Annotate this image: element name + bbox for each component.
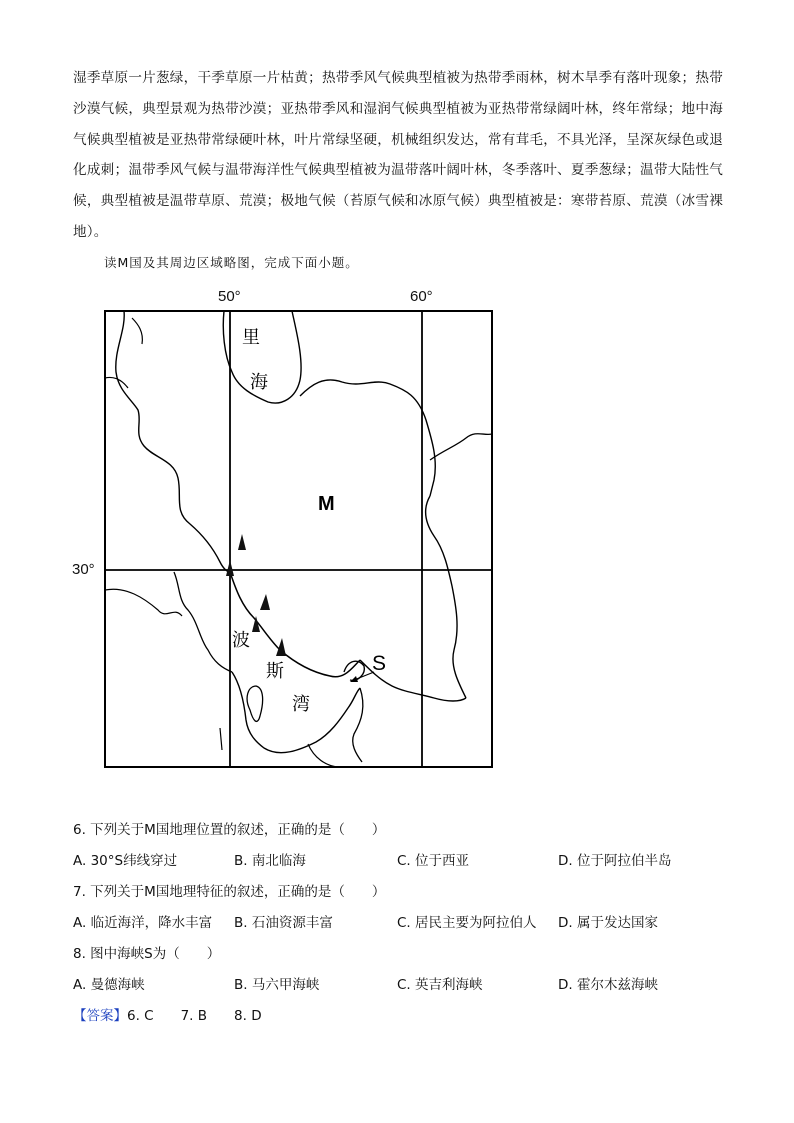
gulf-label-1: 波 (232, 630, 250, 651)
caspian-label-2: 海 (250, 372, 268, 393)
question-8-option-d[interactable]: D. 霍尔木兹海峡 (558, 977, 658, 993)
question-intro: 读M国及其周边区域略图，完成下面小题。 (104, 255, 359, 270)
question-6-stem: 6. 下列关于M国地理位置的叙述，正确的是（ ） (73, 822, 386, 838)
question-8-stem: 8. 图中海峡S为（ ） (73, 946, 221, 962)
answer-text: 6. C 7. B 8. D (127, 1008, 262, 1024)
country-label: M (318, 493, 335, 515)
answer-line (73, 1004, 262, 1024)
gulf-label-3: 湾 (292, 694, 310, 715)
question-7-option-d[interactable]: D. 属于发达国家 (558, 915, 658, 931)
question-7-option-c[interactable]: C. 居民主要为阿拉伯人 (397, 915, 537, 931)
answer-tag: 【答案】 (73, 1008, 127, 1024)
question-8-option-c[interactable]: C. 英吉利海峡 (397, 977, 483, 993)
question-8-option-a[interactable]: A. 曼德海峡 (73, 977, 145, 993)
question-6-option-d[interactable]: D. 位于阿拉伯半岛 (558, 853, 672, 869)
question-6-option-c[interactable]: C. 位于西亚 (397, 853, 470, 869)
longitude-label-60: 60° (410, 288, 433, 305)
question-6-option-b[interactable]: B. 南北临海 (234, 853, 306, 869)
latitude-label-30: 30° (72, 561, 95, 578)
question-7-option-a[interactable]: A. 临近海洋，降水丰富 (73, 915, 213, 931)
question-6-option-a[interactable]: A. 30°S纬线穿过 (73, 853, 178, 869)
explanation-paragraph: 湿季草原一片葱绿，干季草原一片枯黄；热带季风气候典型植被为热带季雨林，树木旱季有落叶现象；热带沙漠气候，典型景观为热带沙漠；亚热带季风和湿润气候典型植被为亚热带常绿阔叶林，终年常绿；地中海气候典型植被是亚热带常绿硬叶林，叶片常绿坚硬，机械组织发达，常有茸毛，不具光泽，呈深灰绿色或退化成刺；温带季风气候与温带海洋性气候典型植被为温带落叶阔叶林，冬季落叶、夏季葱绿；温带大陆性气候，典型植被是温带草原、荒漠；极地气候（苔原气候和冰原气候）典型植被是：寒带苔原、荒漠（冰雪裸地）。 (73, 70, 723, 240)
region-map (104, 310, 494, 770)
question-8-option-b[interactable]: B. 马六甲海峡 (234, 977, 320, 993)
longitude-label-50: 50° (218, 288, 241, 305)
question-7-stem: 7. 下列关于M国地理特征的叙述，正确的是（ ） (73, 884, 386, 900)
strait-label: S (372, 652, 387, 675)
caspian-label-1: 里 (242, 327, 260, 348)
gulf-label-2: 斯 (266, 661, 284, 682)
question-7-option-b[interactable]: B. 石油资源丰富 (234, 915, 333, 931)
